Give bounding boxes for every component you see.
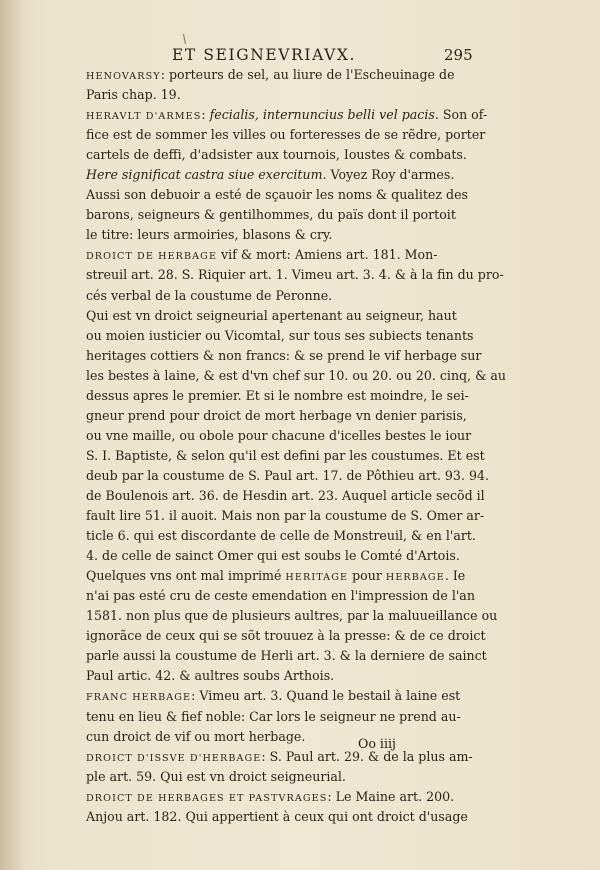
text-line: 4. de celle de sainct Omer qui est soubs le Comté d'Artois. bbox=[86, 548, 460, 564]
text-line: fice est de sommer les villes ou forteresses de se rẽdre, porter bbox=[86, 127, 486, 143]
text-line: Paris chap. 19. bbox=[86, 87, 181, 103]
running-title: ET SEIGNEVRIAVX. bbox=[172, 46, 357, 64]
text-line: streuil art. 28. S. Riquier art. 1. Vimeu art. 3. 4. & à la fin du pro- bbox=[86, 267, 504, 283]
text-line: gneur prend pour droict de mort herbage vn denier parisis, bbox=[86, 407, 467, 423]
binding-gutter-shadow bbox=[0, 0, 26, 870]
text-line: Aussi son debuoir a esté de sçauoir les noms & qualitez des bbox=[86, 187, 469, 203]
catchword-signature: Oo iiij bbox=[358, 736, 396, 751]
text-line: barons, seigneurs & gentilhommes, du païs dont il portoit bbox=[86, 207, 456, 223]
text-line: 1581. non plus que de plusieurs aultres, par la maluueillance ou bbox=[86, 608, 498, 624]
text-line: DROICT D'ISSVE D'HERBAGE: S. Paul art. 29. & de la plus am- bbox=[86, 748, 473, 764]
text-line: S. I. Baptiste, & selon qu'il est defini par les coustumes. Et est bbox=[86, 447, 485, 463]
text-line: Here significat castra siue exercitum. Voyez Roy d'armes. bbox=[86, 167, 455, 183]
text-line: Anjou art. 182. Qui appertient à ceux qui ont droict d'usage bbox=[86, 808, 468, 824]
text-line: DROICT DE HERBAGE vif & mort: Amiens art. 181. Mon- bbox=[86, 247, 438, 263]
text-line: ple art. 59. Qui est vn droict seigneurial. bbox=[86, 768, 346, 784]
text-line: ou vne maille, ou obole pour chacune d'icelles bestes le iour bbox=[86, 427, 472, 443]
text-line: ignorãce de ceux qui se sõt trouuez à la presse: & de ce droict bbox=[86, 628, 486, 644]
text-line: HERAVLT D'ARMES: fecialis, internuncius belli vel pacis. Son of- bbox=[86, 107, 488, 123]
text-line: de Boulenois art. 36. de Hesdin art. 23. Auquel article secõd il bbox=[86, 487, 485, 503]
text-line: tenu en lieu & fief noble: Car lors le seigneur ne prend au- bbox=[86, 708, 461, 724]
text-line: cés verbal de la coustume de Peronne. bbox=[86, 287, 333, 303]
text-line: Quelques vns ont mal imprimé HERITAGE pour HERBAGE. Ie bbox=[86, 568, 466, 584]
text-line: cun droict de vif ou mort herbage. bbox=[86, 728, 306, 744]
text-line: fault lire 51. il auoit. Mais non par la coustume de S. Omer ar- bbox=[86, 508, 485, 524]
text-line: cartels de deffi, d'adsister aux tournois, Ioustes & combats. bbox=[86, 147, 467, 163]
text-line: FRANC HERBAGE: Vimeu art. 3. Quand le bestail à laine est bbox=[86, 688, 461, 704]
text-line: les bestes à laine, & est d'vn chef sur 10. ou 20. ou 20. cinq, & au bbox=[86, 367, 506, 383]
text-line: Paul artic. 42. & aultres soubs Arthois. bbox=[86, 668, 335, 684]
text-line: le titre: leurs armoiries, blasons & cry. bbox=[86, 227, 333, 243]
text-line: dessus apres le premier. Et si le nombre est moindre, le sei- bbox=[86, 387, 469, 403]
text-line: deub par la coustume de S. Paul art. 17. de Pôthieu art. 93. 94. bbox=[86, 467, 489, 483]
text-line: ou moien iusticier ou Vicomtal, sur tous ses subiects tenants bbox=[86, 327, 474, 343]
text-line: Qui est vn droict seigneurial apertenant au seigneur, haut bbox=[86, 307, 457, 323]
paper-mark bbox=[183, 34, 186, 44]
text-line: ticle 6. qui est discordante de celle de Monstreuil, & en l'art. bbox=[86, 528, 476, 544]
folio-number: 295 bbox=[444, 46, 473, 64]
text-line: DROICT DE HERBAGES ET PASTVRAGES: Le Maine art. 200. bbox=[86, 788, 455, 804]
text-line: HENOVARSY: porteurs de sel, au liure de l'Escheuinage de bbox=[86, 67, 455, 82]
text-line: n'ai pas esté cru de ceste emendation en l'impression de l'an bbox=[86, 588, 475, 604]
text-line: heritages cottiers & non francs: & se prend le vif herbage sur bbox=[86, 347, 482, 363]
text-block bbox=[86, 65, 506, 827]
text-line: parle aussi la coustume de Herli art. 3. & la derniere de sainct bbox=[86, 648, 487, 664]
